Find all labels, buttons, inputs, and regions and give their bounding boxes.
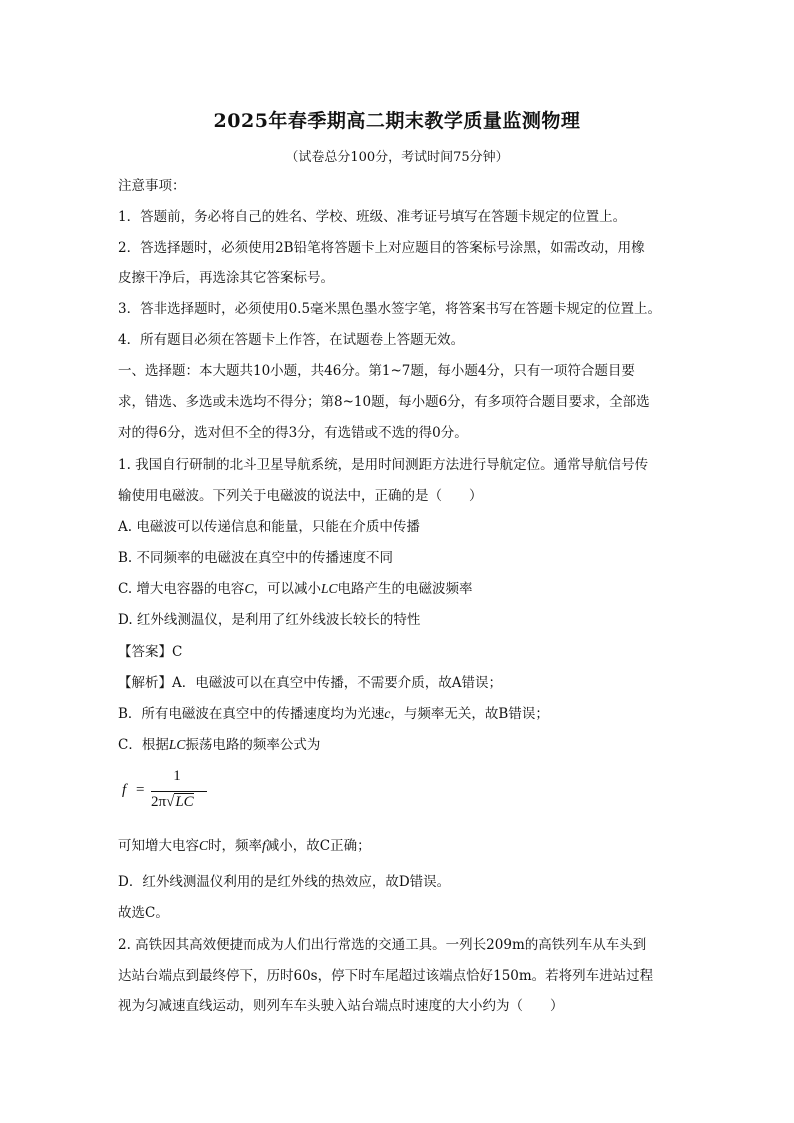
frequency-formula	[120, 768, 240, 824]
notice-item: 1．答题前，务必将自己的姓名、学校、班级、准考证号填写在答题卡规定的位置上。	[118, 209, 627, 225]
variable-f: f	[262, 838, 266, 853]
page-title: 2025年春季期高二期末教学质量监测物理	[213, 110, 581, 132]
notice-heading: 注意事项：	[118, 178, 186, 194]
question-2-stem: 2. 高铁因其高效便捷而成为人们出行常选的交通工具。一列长209m的高铁列车从车头到	[118, 937, 647, 953]
exam-info: （试卷总分100分，考试时间75分钟）	[285, 150, 509, 165]
fraction-bar	[151, 791, 207, 792]
notice-item: 2．答选择题时，必须使用2B铅笔将答题卡上对应题目的答案标号涂黑，如需改动，用橡	[118, 240, 645, 256]
question-1-stem: 输使用电磁波。下列关于电磁波的说法中，正确的是（ ）	[118, 488, 483, 504]
analysis-text: C．根据	[118, 737, 169, 753]
notice-item: 皮擦干净后，再选涂其它答案标号。	[118, 270, 334, 286]
notice-item: 3．答非选择题时，必须使用0.5毫米黑色墨水签字笔，将答案书写在答题卡规定的位置上。	[118, 301, 662, 317]
analysis-a: 【解析】A．电磁波可以在真空中传播，不需要介质，故A错误；	[118, 675, 502, 691]
formula-equals: =	[136, 782, 145, 798]
section-instructions: 一、选择题：本大题共10小题，共46分。第1~7题，每小题4分，只有一项符合题目要	[118, 363, 635, 379]
formula-numerator: 1	[173, 768, 181, 784]
section-instructions: 对的得6分，选对但不全的得3分，有选错或不选的得0分。	[118, 425, 468, 441]
variable-lc: LC	[168, 737, 186, 752]
question-1-stem: 1. 我国自行研制的北斗卫星导航系统，是用时间测距方法进行导航定位。通常导航信号传	[118, 457, 649, 473]
option-c	[118, 579, 472, 599]
analysis-text: 可知增大电容	[118, 838, 199, 854]
sqrt-radicand: LC	[175, 794, 194, 810]
option-d: D. 红外线测温仪，是利用了红外线波长较长的特性	[118, 612, 421, 628]
option-c-text: ，可以减小	[253, 581, 321, 597]
analysis-d: D．红外线测温仪利用的是红外线的热效应，故D错误。	[118, 874, 451, 890]
analysis-text: B．所有电磁波在真空中的传播速度均为光速	[118, 706, 385, 722]
notice-item: 4．所有题目必须在答题卡上作答，在试题卷上答题无效。	[118, 332, 465, 348]
variable-c: C	[244, 581, 254, 596]
analysis-b	[118, 704, 549, 724]
denominator-prefix: 2π	[151, 794, 167, 810]
analysis-text: 时，频率	[208, 838, 263, 854]
analysis-text: 减小，故C正确；	[265, 838, 371, 854]
formula-lhs: f	[122, 782, 127, 798]
analysis-text: ，与频率无关，故B错误；	[390, 706, 549, 722]
analysis-text: 振荡电路的频率公式为	[185, 737, 321, 753]
analysis-conclusion	[118, 836, 371, 856]
section-instructions: 求，错选、多选或未选均不得分；第8~10题，每小题6分，有多项符合题目要求，全部选	[118, 394, 650, 410]
formula-denominator	[151, 794, 194, 811]
option-c-text: 电路产生的电磁波频率	[337, 581, 473, 597]
variable-c: c	[384, 706, 391, 721]
answer: 【答案】C	[118, 644, 183, 660]
final-choice: 故选C。	[118, 905, 169, 921]
analysis-c	[118, 735, 320, 755]
sqrt-sign: √	[166, 794, 175, 810]
question-2-stem: 达站台端点到最终停下，历时60s，停下时车尾超过该端点恰好150m。若将列车进站过程	[118, 968, 654, 984]
question-2-stem: 视为匀减速直线运动，则列车车头驶入站台端点时速度的大小约为（ ）	[118, 998, 564, 1014]
variable-c: C	[199, 838, 209, 853]
variable-lc: LC	[320, 581, 338, 596]
option-a: A. 电磁波可以传递信息和能量，只能在介质中传播	[118, 519, 420, 535]
option-b: B. 不同频率的电磁波在真空中的传播速度不同	[118, 550, 394, 566]
option-c-text: C. 增大电容器的电容	[118, 581, 245, 597]
